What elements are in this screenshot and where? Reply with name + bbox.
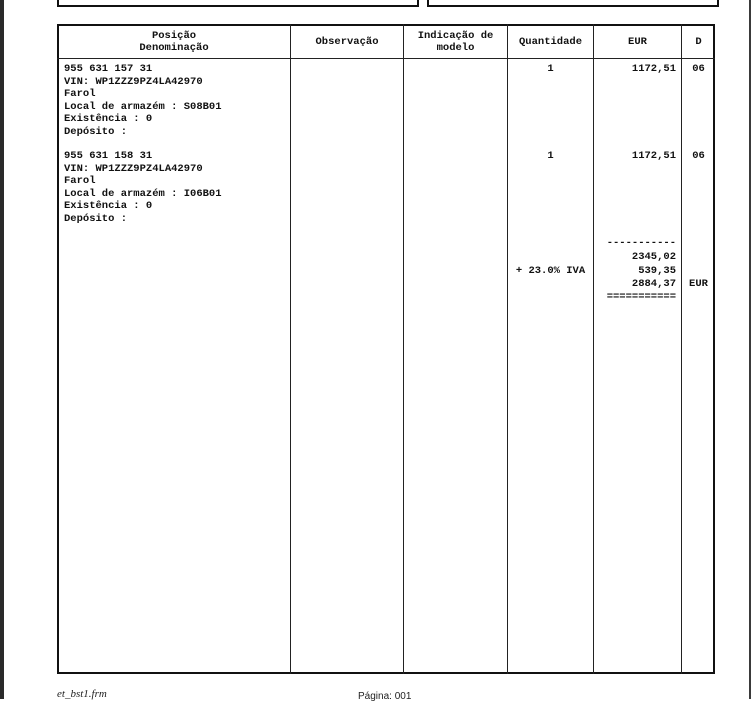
header-eur: EUR bbox=[628, 36, 647, 48]
item-name: Farol bbox=[64, 175, 96, 187]
price: 1172,51 bbox=[631, 150, 676, 162]
stock: Existência : 0 bbox=[64, 113, 153, 125]
vat-label: + 23.0% IVA bbox=[515, 264, 586, 277]
column-divider bbox=[403, 24, 404, 674]
part-number: 955 631 157 31 bbox=[64, 63, 153, 75]
form-name: et_bst1.frm bbox=[57, 688, 107, 700]
header-observacao: Observação bbox=[315, 36, 379, 48]
price: 1172,51 bbox=[631, 63, 676, 75]
d-code: 06 bbox=[692, 63, 705, 75]
header-divider bbox=[57, 58, 715, 59]
column-divider bbox=[593, 24, 594, 674]
top-box-right bbox=[427, 0, 719, 7]
page-edge-left bbox=[0, 0, 4, 699]
header-indicacao-modelo: Indicação de modelo bbox=[417, 30, 494, 54]
subtotal: 2345,02 bbox=[631, 251, 676, 263]
deposit: Depósito : bbox=[64, 125, 128, 138]
header-d: D bbox=[695, 36, 702, 48]
item-name: Farol bbox=[64, 88, 96, 100]
part-number: 955 631 158 31 bbox=[64, 150, 153, 162]
column-divider bbox=[290, 24, 291, 674]
quantity: 1 bbox=[547, 63, 554, 75]
column-divider bbox=[681, 24, 682, 674]
vin: VIN: WP1ZZZ9PZ4LA42970 bbox=[64, 162, 203, 175]
d-code: 06 bbox=[692, 150, 705, 162]
header-quantidade: Quantidade bbox=[518, 36, 582, 48]
top-box-left bbox=[57, 0, 419, 7]
page-number: Página: 001 bbox=[358, 691, 412, 702]
separator-top: ----------- bbox=[606, 237, 676, 249]
items-table bbox=[57, 24, 715, 674]
storage-location: Local de armazém : S08B01 bbox=[64, 100, 222, 113]
total-currency: EUR bbox=[689, 278, 708, 290]
deposit: Depósito : bbox=[64, 212, 128, 225]
vat-amount: 539,35 bbox=[638, 264, 676, 277]
column-divider bbox=[507, 24, 508, 674]
quantity: 1 bbox=[547, 150, 554, 162]
total: 2884,37 bbox=[631, 278, 676, 290]
storage-location: Local de armazém : I06B01 bbox=[64, 187, 222, 200]
separator-bottom: =========== bbox=[606, 291, 676, 303]
stock: Existência : 0 bbox=[64, 200, 153, 212]
header-posicao: Posição Denominação bbox=[139, 30, 209, 54]
vin: VIN: WP1ZZZ9PZ4LA42970 bbox=[64, 75, 203, 88]
